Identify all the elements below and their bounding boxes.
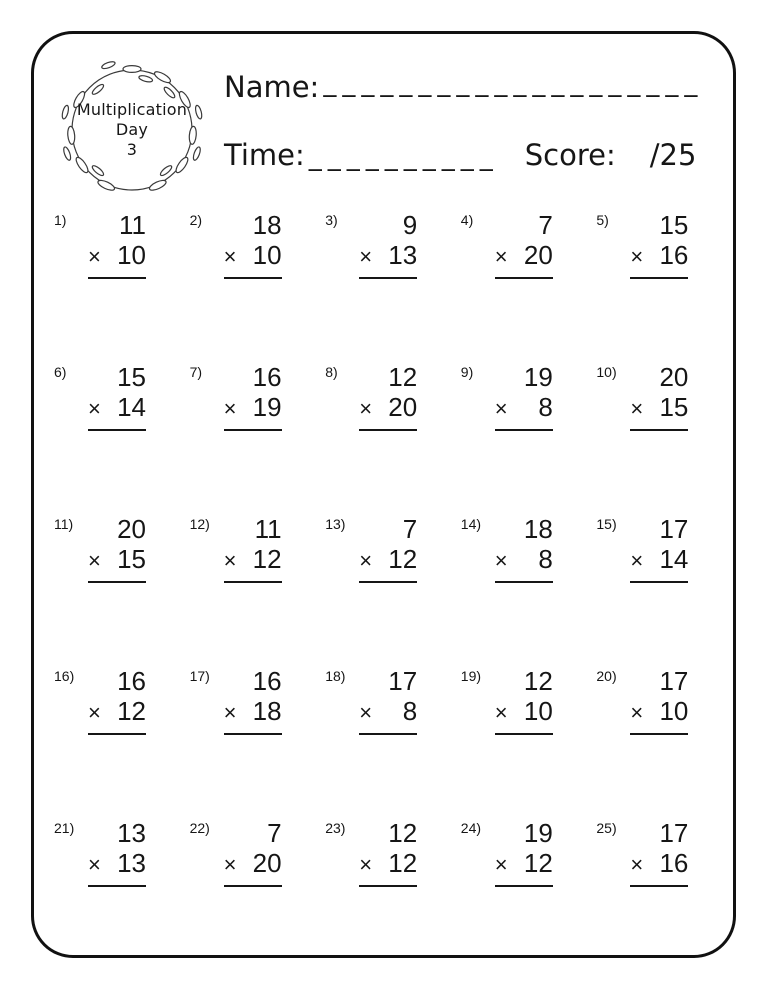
answer-space[interactable] xyxy=(630,279,688,313)
logo-day-number: 3 xyxy=(126,140,138,159)
multiply-sign: × xyxy=(359,396,373,421)
answer-space[interactable] xyxy=(88,431,146,465)
multiplicand: 9 xyxy=(402,210,418,240)
multiply-sign: × xyxy=(359,244,373,269)
multiplier: 12 xyxy=(523,848,553,878)
problem-expression xyxy=(630,514,688,583)
multiply-sign: × xyxy=(630,396,644,421)
problem-expression xyxy=(88,514,146,583)
multiply-sign: × xyxy=(88,396,101,421)
answer-space[interactable] xyxy=(630,431,688,465)
multiply-sign: × xyxy=(359,700,373,725)
multiplicand: 18 xyxy=(523,514,553,544)
answer-space[interactable] xyxy=(224,735,282,769)
multiply-sign: × xyxy=(88,548,101,573)
multiply-sign: × xyxy=(494,244,508,269)
problem-cell xyxy=(455,666,591,818)
problem-expression xyxy=(495,210,553,279)
problem-expression xyxy=(630,818,688,887)
answer-space[interactable] xyxy=(88,279,146,313)
multiplicand: 11 xyxy=(119,210,146,240)
problem-expression xyxy=(359,514,417,583)
multiplicand: 16 xyxy=(252,666,282,696)
multiplier: 15 xyxy=(659,392,689,422)
answer-space[interactable] xyxy=(495,583,553,617)
multiplier: 8 xyxy=(538,544,553,574)
multiplier: 16 xyxy=(659,240,689,270)
multiply-sign: × xyxy=(88,700,101,725)
multiplier: 20 xyxy=(388,392,418,422)
multiplicand: 17 xyxy=(659,666,689,696)
problem-expression xyxy=(630,666,688,735)
problem-expression xyxy=(224,514,282,583)
problem-cell xyxy=(184,818,320,970)
multiplicand: 12 xyxy=(388,818,418,848)
problem-number: 8) xyxy=(325,364,338,380)
problem-number: 12) xyxy=(189,516,210,532)
answer-space[interactable] xyxy=(630,583,688,617)
answer-space[interactable] xyxy=(359,583,417,617)
problem-number: 6) xyxy=(54,364,67,380)
problem-number: 19) xyxy=(460,668,482,684)
answer-space[interactable] xyxy=(359,735,417,769)
multiplicand: 18 xyxy=(252,210,282,240)
problem-cell xyxy=(455,210,591,362)
problem-number: 11) xyxy=(54,516,74,532)
answer-space[interactable] xyxy=(224,279,282,313)
multiplicand: 20 xyxy=(659,362,689,392)
time-blank-line[interactable]: __________ xyxy=(308,142,499,172)
problems-grid xyxy=(48,210,726,970)
multiply-sign: × xyxy=(494,700,508,725)
multiplier: 14 xyxy=(659,544,689,574)
problem-number: 20) xyxy=(596,668,617,684)
multiplicand: 20 xyxy=(117,514,146,544)
answer-space[interactable] xyxy=(359,431,417,465)
multiplicand: 7 xyxy=(402,514,418,544)
multiply-sign: × xyxy=(223,700,237,725)
multiplier: 13 xyxy=(117,848,146,878)
worksheet-page xyxy=(31,31,736,958)
answer-space[interactable] xyxy=(224,431,282,465)
problem-number: 13) xyxy=(325,516,346,532)
problem-cell xyxy=(48,666,184,818)
multiply-sign: × xyxy=(88,852,101,877)
answer-space[interactable] xyxy=(88,887,146,921)
multiplier: 14 xyxy=(117,392,146,422)
multiplier: 19 xyxy=(252,392,282,422)
problem-cell xyxy=(590,210,726,362)
problem-number: 21) xyxy=(54,820,75,836)
answer-space[interactable] xyxy=(88,583,146,617)
problem-number: 23) xyxy=(325,820,346,836)
problem-number: 10) xyxy=(596,364,617,380)
answer-space[interactable] xyxy=(495,735,553,769)
problem-expression xyxy=(88,818,146,887)
multiplier: 20 xyxy=(523,240,553,270)
logo-title: Multiplication xyxy=(76,100,188,119)
multiplicand: 7 xyxy=(538,210,553,240)
answer-space[interactable] xyxy=(495,887,553,921)
problem-cell xyxy=(590,666,726,818)
multiplier: 10 xyxy=(659,696,689,726)
problem-expression xyxy=(224,666,282,735)
multiply-sign: × xyxy=(223,396,237,421)
problem-expression xyxy=(630,210,688,279)
problem-number: 25) xyxy=(596,820,617,836)
multiply-sign: × xyxy=(494,852,508,877)
multiplicand: 16 xyxy=(252,362,282,392)
name-blank-line[interactable]: ____________________ xyxy=(323,68,704,98)
multiplicand: 13 xyxy=(117,818,146,848)
problem-cell xyxy=(184,514,320,666)
problem-number: 17) xyxy=(189,668,210,684)
multiplicand: 11 xyxy=(254,514,282,544)
multiply-sign: × xyxy=(359,852,373,877)
multiplier: 13 xyxy=(388,240,418,270)
problem-number: 9) xyxy=(460,364,474,380)
problem-expression xyxy=(495,514,553,583)
problem-expression xyxy=(88,210,146,279)
problem-number: 22) xyxy=(189,820,210,836)
multiplier: 10 xyxy=(252,240,282,270)
time-row xyxy=(224,138,696,172)
problem-number: 7) xyxy=(189,364,203,380)
score-label: Score: xyxy=(524,138,616,172)
multiplier: 8 xyxy=(402,696,418,726)
multiplicand: 19 xyxy=(523,362,553,392)
problem-number: 3) xyxy=(325,212,338,228)
multiplier: 12 xyxy=(388,848,418,878)
problem-cell xyxy=(48,210,184,362)
multiply-sign: × xyxy=(494,396,508,421)
problem-expression xyxy=(88,362,146,431)
problem-cell xyxy=(184,362,320,514)
problem-expression xyxy=(630,362,688,431)
multiplicand: 15 xyxy=(659,210,689,240)
multiplier: 16 xyxy=(659,848,689,878)
problem-number: 16) xyxy=(54,668,75,684)
multiply-sign: × xyxy=(223,548,237,573)
problem-cell xyxy=(590,818,726,970)
multiply-sign: × xyxy=(223,244,237,269)
problem-cell xyxy=(455,818,591,970)
problem-number: 18) xyxy=(325,668,346,684)
answer-space[interactable] xyxy=(495,279,553,313)
multiplier: 8 xyxy=(538,392,553,422)
name-row xyxy=(224,70,703,104)
problem-cell xyxy=(319,210,455,362)
problem-number: 2) xyxy=(189,212,203,228)
problem-expression xyxy=(224,362,282,431)
problem-expression xyxy=(359,818,417,887)
problem-expression xyxy=(495,362,553,431)
problem-expression xyxy=(359,362,417,431)
multiply-sign: × xyxy=(359,548,373,573)
multiplicand: 7 xyxy=(267,818,282,848)
problem-expression xyxy=(88,666,146,735)
problem-cell xyxy=(184,210,320,362)
problem-cell xyxy=(455,362,591,514)
problem-number: 24) xyxy=(460,820,482,836)
multiply-sign: × xyxy=(630,700,644,725)
multiplier: 18 xyxy=(252,696,282,726)
problem-number: 4) xyxy=(460,212,474,228)
multiplicand: 17 xyxy=(659,514,689,544)
problem-number: 5) xyxy=(596,212,609,228)
problem-expression xyxy=(359,666,417,735)
problem-number: 15) xyxy=(596,516,617,532)
problem-cell xyxy=(48,362,184,514)
problem-expression xyxy=(359,210,417,279)
multiplicand: 16 xyxy=(117,666,146,696)
problem-expression xyxy=(495,666,553,735)
multiplier: 10 xyxy=(523,696,553,726)
problem-cell xyxy=(590,514,726,666)
multiplier: 12 xyxy=(117,696,146,726)
multiplicand: 15 xyxy=(117,362,146,392)
problem-cell xyxy=(319,514,455,666)
answer-space[interactable] xyxy=(630,887,688,921)
multiplicand: 12 xyxy=(388,362,418,392)
multiplier: 20 xyxy=(252,848,282,878)
answer-space[interactable] xyxy=(359,887,417,921)
multiply-sign: × xyxy=(630,244,644,269)
answer-space[interactable] xyxy=(495,431,553,465)
problem-cell xyxy=(590,362,726,514)
multiply-sign: × xyxy=(223,852,237,877)
multiplier: 10 xyxy=(117,240,146,270)
multiplier: 15 xyxy=(117,544,146,574)
multiplicand: 19 xyxy=(523,818,553,848)
problem-cell xyxy=(455,514,591,666)
problem-cell xyxy=(184,666,320,818)
problem-number: 14) xyxy=(460,516,482,532)
problem-cell xyxy=(319,666,455,818)
multiply-sign: × xyxy=(630,852,644,877)
problem-expression xyxy=(495,818,553,887)
answer-space[interactable] xyxy=(359,279,417,313)
time-label: Time: xyxy=(224,138,305,172)
problem-cell xyxy=(319,818,455,970)
answer-space[interactable] xyxy=(224,887,282,921)
score-value: /25 xyxy=(649,138,697,172)
multiplicand: 17 xyxy=(659,818,689,848)
answer-space[interactable] xyxy=(224,583,282,617)
problem-cell xyxy=(319,362,455,514)
multiplicand: 17 xyxy=(388,666,418,696)
answer-space[interactable] xyxy=(88,735,146,769)
multiply-sign: × xyxy=(630,548,644,573)
problem-expression xyxy=(224,210,282,279)
name-label: Name: xyxy=(224,70,320,104)
problem-cell xyxy=(48,514,184,666)
wreath-logo xyxy=(54,52,210,208)
problem-number: 1) xyxy=(54,212,67,228)
problem-cell xyxy=(48,818,184,970)
multiplicand: 12 xyxy=(523,666,553,696)
logo-subtitle: Day xyxy=(115,120,149,139)
multiplier: 12 xyxy=(252,544,282,574)
multiply-sign: × xyxy=(494,548,508,573)
answer-space[interactable] xyxy=(630,735,688,769)
problem-expression xyxy=(224,818,282,887)
multiply-sign: × xyxy=(88,244,101,269)
multiplier: 12 xyxy=(388,544,418,574)
